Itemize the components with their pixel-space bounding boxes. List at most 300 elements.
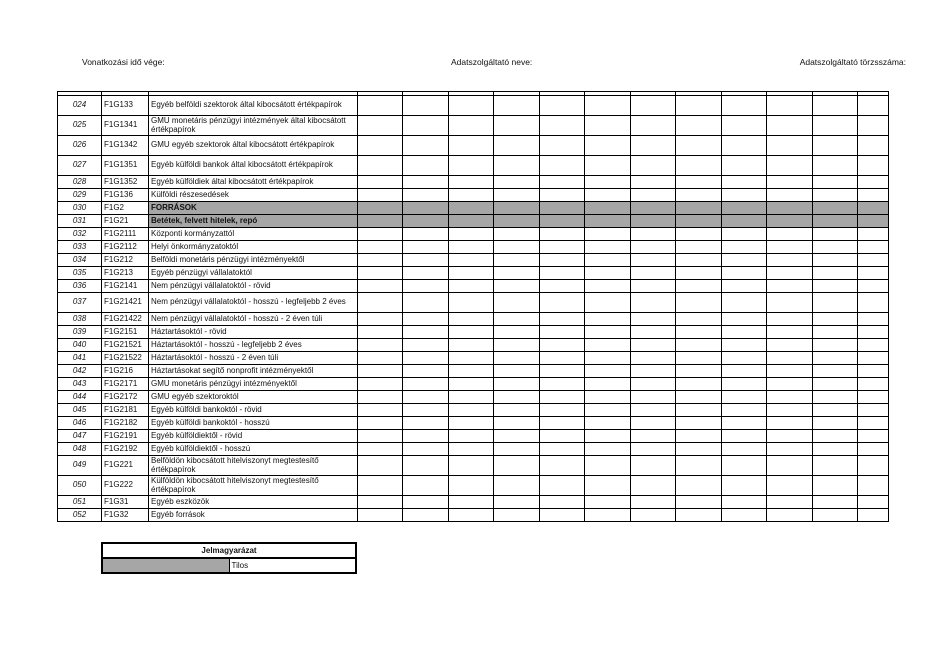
data-cell[interactable] [858,365,889,378]
data-cell[interactable] [494,136,540,156]
data-cell[interactable] [767,378,813,391]
data-cell[interactable] [585,267,631,280]
data-cell[interactable] [722,391,767,404]
data-cell[interactable] [813,352,858,365]
data-cell[interactable] [676,241,722,254]
data-cell[interactable] [767,313,813,326]
data-cell[interactable] [540,241,585,254]
data-cell[interactable] [540,176,585,189]
data-cell[interactable] [449,280,494,293]
data-cell[interactable] [540,116,585,136]
data-cell[interactable] [676,378,722,391]
data-cell[interactable] [358,293,403,313]
data-cell[interactable] [631,417,676,430]
data-cell[interactable] [403,241,449,254]
data-cell[interactable] [449,378,494,391]
data-cell[interactable] [813,228,858,241]
data-cell[interactable] [585,313,631,326]
data-cell[interactable] [722,417,767,430]
data-cell[interactable] [494,96,540,116]
data-cell[interactable] [858,136,889,156]
data-cell[interactable] [813,313,858,326]
data-cell[interactable] [722,404,767,417]
data-cell[interactable] [722,228,767,241]
data-cell[interactable] [676,176,722,189]
data-cell[interactable] [676,430,722,443]
data-cell[interactable] [858,496,889,509]
data-cell[interactable] [449,136,494,156]
data-cell[interactable] [449,391,494,404]
data-cell[interactable] [358,391,403,404]
data-cell[interactable] [858,352,889,365]
data-cell[interactable] [631,189,676,202]
data-cell[interactable] [767,509,813,522]
data-cell[interactable] [449,293,494,313]
data-cell[interactable] [813,391,858,404]
data-cell[interactable] [813,280,858,293]
data-cell[interactable] [767,430,813,443]
data-cell[interactable] [676,339,722,352]
data-cell[interactable] [540,254,585,267]
data-cell[interactable] [403,391,449,404]
data-cell[interactable] [676,476,722,496]
data-cell[interactable] [403,176,449,189]
data-cell[interactable] [494,228,540,241]
data-cell[interactable] [767,293,813,313]
data-cell[interactable] [449,339,494,352]
data-cell[interactable] [813,378,858,391]
data-cell[interactable] [585,293,631,313]
data-cell[interactable] [767,96,813,116]
data-cell[interactable] [494,476,540,496]
data-cell[interactable] [358,176,403,189]
data-cell[interactable] [403,293,449,313]
data-cell[interactable] [403,136,449,156]
data-cell[interactable] [540,228,585,241]
data-cell[interactable] [585,443,631,456]
data-cell[interactable] [722,365,767,378]
data-cell[interactable] [403,280,449,293]
data-cell[interactable] [631,509,676,522]
data-cell[interactable] [813,476,858,496]
data-cell[interactable] [767,404,813,417]
data-cell[interactable] [767,116,813,136]
data-cell[interactable] [722,116,767,136]
data-cell[interactable] [858,391,889,404]
data-cell[interactable] [722,267,767,280]
data-cell[interactable] [676,443,722,456]
data-cell[interactable] [858,404,889,417]
data-cell[interactable] [540,496,585,509]
data-cell[interactable] [676,352,722,365]
data-cell[interactable] [585,456,631,476]
data-cell[interactable] [631,241,676,254]
data-cell[interactable] [722,443,767,456]
data-cell[interactable] [540,156,585,176]
data-cell[interactable] [494,391,540,404]
data-cell[interactable] [722,509,767,522]
data-cell[interactable] [358,404,403,417]
data-cell[interactable] [403,96,449,116]
data-cell[interactable] [813,116,858,136]
data-cell[interactable] [358,476,403,496]
data-cell[interactable] [494,430,540,443]
data-cell[interactable] [813,443,858,456]
data-cell[interactable] [449,430,494,443]
data-cell[interactable] [676,136,722,156]
data-cell[interactable] [676,254,722,267]
data-cell[interactable] [449,496,494,509]
data-cell[interactable] [403,430,449,443]
data-cell[interactable] [767,189,813,202]
data-cell[interactable] [631,280,676,293]
data-cell[interactable] [722,254,767,267]
data-cell[interactable] [494,326,540,339]
data-cell[interactable] [767,417,813,430]
data-cell[interactable] [494,509,540,522]
data-cell[interactable] [585,352,631,365]
data-cell[interactable] [767,456,813,476]
data-cell[interactable] [403,267,449,280]
data-cell[interactable] [494,116,540,136]
data-cell[interactable] [813,254,858,267]
data-cell[interactable] [540,417,585,430]
data-cell[interactable] [494,293,540,313]
data-cell[interactable] [813,430,858,443]
data-cell[interactable] [449,417,494,430]
data-cell[interactable] [631,96,676,116]
data-cell[interactable] [449,404,494,417]
data-cell[interactable] [540,136,585,156]
data-cell[interactable] [676,189,722,202]
data-cell[interactable] [676,496,722,509]
data-cell[interactable] [767,339,813,352]
data-cell[interactable] [676,326,722,339]
data-cell[interactable] [813,136,858,156]
data-cell[interactable] [449,365,494,378]
data-cell[interactable] [858,280,889,293]
data-cell[interactable] [722,326,767,339]
data-cell[interactable] [813,156,858,176]
data-cell[interactable] [358,136,403,156]
data-cell[interactable] [676,456,722,476]
data-cell[interactable] [494,176,540,189]
data-cell[interactable] [358,326,403,339]
data-cell[interactable] [494,417,540,430]
data-cell[interactable] [494,241,540,254]
data-cell[interactable] [767,352,813,365]
data-cell[interactable] [494,365,540,378]
data-cell[interactable] [358,313,403,326]
data-cell[interactable] [403,496,449,509]
data-cell[interactable] [676,313,722,326]
data-cell[interactable] [540,280,585,293]
data-cell[interactable] [631,476,676,496]
data-cell[interactable] [631,293,676,313]
data-cell[interactable] [494,189,540,202]
data-cell[interactable] [767,443,813,456]
data-cell[interactable] [858,509,889,522]
data-cell[interactable] [494,254,540,267]
data-cell[interactable] [358,456,403,476]
data-cell[interactable] [631,176,676,189]
data-cell[interactable] [449,326,494,339]
data-cell[interactable] [540,404,585,417]
data-cell[interactable] [722,136,767,156]
data-cell[interactable] [358,443,403,456]
data-cell[interactable] [358,156,403,176]
data-cell[interactable] [403,365,449,378]
data-cell[interactable] [540,326,585,339]
data-cell[interactable] [676,280,722,293]
data-cell[interactable] [813,404,858,417]
data-cell[interactable] [858,443,889,456]
data-cell[interactable] [676,365,722,378]
data-cell[interactable] [813,176,858,189]
data-cell[interactable] [631,267,676,280]
data-cell[interactable] [403,254,449,267]
data-cell[interactable] [858,156,889,176]
data-cell[interactable] [585,326,631,339]
data-cell[interactable] [722,378,767,391]
data-cell[interactable] [813,189,858,202]
data-cell[interactable] [722,280,767,293]
data-cell[interactable] [449,176,494,189]
data-cell[interactable] [631,430,676,443]
data-cell[interactable] [631,156,676,176]
data-cell[interactable] [858,241,889,254]
data-cell[interactable] [631,254,676,267]
data-cell[interactable] [358,116,403,136]
data-cell[interactable] [449,509,494,522]
data-cell[interactable] [858,430,889,443]
data-cell[interactable] [540,96,585,116]
data-cell[interactable] [494,339,540,352]
data-cell[interactable] [767,156,813,176]
data-cell[interactable] [631,352,676,365]
data-cell[interactable] [585,509,631,522]
data-cell[interactable] [813,293,858,313]
data-cell[interactable] [494,267,540,280]
data-cell[interactable] [858,189,889,202]
data-cell[interactable] [631,313,676,326]
data-cell[interactable] [722,96,767,116]
data-cell[interactable] [403,378,449,391]
data-cell[interactable] [858,417,889,430]
data-cell[interactable] [540,293,585,313]
data-cell[interactable] [358,509,403,522]
data-cell[interactable] [403,116,449,136]
data-cell[interactable] [813,326,858,339]
data-cell[interactable] [676,293,722,313]
data-cell[interactable] [540,391,585,404]
data-cell[interactable] [585,254,631,267]
data-cell[interactable] [858,176,889,189]
data-cell[interactable] [676,391,722,404]
data-cell[interactable] [813,496,858,509]
data-cell[interactable] [585,496,631,509]
data-cell[interactable] [631,136,676,156]
data-cell[interactable] [403,456,449,476]
data-cell[interactable] [403,326,449,339]
data-cell[interactable] [540,365,585,378]
data-cell[interactable] [767,496,813,509]
data-cell[interactable] [540,352,585,365]
data-cell[interactable] [767,391,813,404]
data-cell[interactable] [358,280,403,293]
data-cell[interactable] [585,156,631,176]
data-cell[interactable] [858,228,889,241]
data-cell[interactable] [585,189,631,202]
data-cell[interactable] [585,176,631,189]
data-cell[interactable] [358,378,403,391]
data-cell[interactable] [585,280,631,293]
data-cell[interactable] [585,241,631,254]
data-cell[interactable] [722,456,767,476]
data-cell[interactable] [449,267,494,280]
data-cell[interactable] [585,339,631,352]
data-cell[interactable] [540,189,585,202]
data-cell[interactable] [858,339,889,352]
data-cell[interactable] [449,189,494,202]
data-cell[interactable] [585,476,631,496]
data-cell[interactable] [585,430,631,443]
data-cell[interactable] [540,339,585,352]
data-cell[interactable] [858,116,889,136]
data-cell[interactable] [631,365,676,378]
data-cell[interactable] [403,313,449,326]
data-cell[interactable] [494,443,540,456]
data-cell[interactable] [358,352,403,365]
data-cell[interactable] [449,254,494,267]
data-cell[interactable] [631,456,676,476]
data-cell[interactable] [585,378,631,391]
data-cell[interactable] [358,430,403,443]
data-cell[interactable] [813,241,858,254]
data-cell[interactable] [540,267,585,280]
data-cell[interactable] [540,509,585,522]
data-cell[interactable] [676,509,722,522]
data-cell[interactable] [858,456,889,476]
data-cell[interactable] [403,189,449,202]
data-cell[interactable] [403,509,449,522]
data-cell[interactable] [540,378,585,391]
data-cell[interactable] [449,96,494,116]
data-cell[interactable] [358,228,403,241]
data-cell[interactable] [585,391,631,404]
data-cell[interactable] [676,96,722,116]
data-cell[interactable] [858,476,889,496]
data-cell[interactable] [767,228,813,241]
data-cell[interactable] [767,365,813,378]
data-cell[interactable] [540,476,585,496]
data-cell[interactable] [449,241,494,254]
data-cell[interactable] [403,476,449,496]
data-cell[interactable] [631,228,676,241]
data-cell[interactable] [767,280,813,293]
data-cell[interactable] [358,496,403,509]
data-cell[interactable] [449,156,494,176]
data-cell[interactable] [358,365,403,378]
data-cell[interactable] [494,456,540,476]
data-cell[interactable] [585,417,631,430]
data-cell[interactable] [722,496,767,509]
data-cell[interactable] [494,378,540,391]
data-cell[interactable] [813,339,858,352]
data-cell[interactable] [540,313,585,326]
data-cell[interactable] [767,254,813,267]
data-cell[interactable] [676,267,722,280]
data-cell[interactable] [858,326,889,339]
data-cell[interactable] [449,476,494,496]
data-cell[interactable] [494,496,540,509]
data-cell[interactable] [676,156,722,176]
data-cell[interactable] [722,176,767,189]
data-cell[interactable] [585,116,631,136]
data-cell[interactable] [449,456,494,476]
data-cell[interactable] [767,176,813,189]
data-cell[interactable] [494,404,540,417]
data-cell[interactable] [403,228,449,241]
data-cell[interactable] [722,156,767,176]
data-cell[interactable] [449,116,494,136]
data-cell[interactable] [358,417,403,430]
data-cell[interactable] [449,228,494,241]
data-cell[interactable] [358,96,403,116]
data-cell[interactable] [358,267,403,280]
data-cell[interactable] [585,228,631,241]
data-cell[interactable] [585,96,631,116]
data-cell[interactable] [767,241,813,254]
data-cell[interactable] [767,476,813,496]
data-cell[interactable] [403,339,449,352]
data-cell[interactable] [722,313,767,326]
data-cell[interactable] [631,378,676,391]
data-cell[interactable] [722,293,767,313]
data-cell[interactable] [631,326,676,339]
data-cell[interactable] [813,365,858,378]
data-cell[interactable] [722,339,767,352]
data-cell[interactable] [631,496,676,509]
data-cell[interactable] [540,430,585,443]
data-cell[interactable] [813,456,858,476]
data-cell[interactable] [358,254,403,267]
data-cell[interactable] [494,352,540,365]
data-cell[interactable] [403,156,449,176]
data-cell[interactable] [540,456,585,476]
data-cell[interactable] [858,313,889,326]
data-cell[interactable] [358,189,403,202]
data-cell[interactable] [403,417,449,430]
data-cell[interactable] [722,430,767,443]
data-cell[interactable] [767,136,813,156]
data-cell[interactable] [585,404,631,417]
data-cell[interactable] [631,116,676,136]
data-cell[interactable] [722,189,767,202]
data-cell[interactable] [494,156,540,176]
data-cell[interactable] [676,404,722,417]
data-cell[interactable] [631,339,676,352]
data-cell[interactable] [813,267,858,280]
data-cell[interactable] [767,326,813,339]
data-cell[interactable] [358,241,403,254]
data-cell[interactable] [631,404,676,417]
data-cell[interactable] [722,241,767,254]
data-cell[interactable] [494,313,540,326]
data-cell[interactable] [858,293,889,313]
data-cell[interactable] [449,352,494,365]
data-cell[interactable] [676,116,722,136]
